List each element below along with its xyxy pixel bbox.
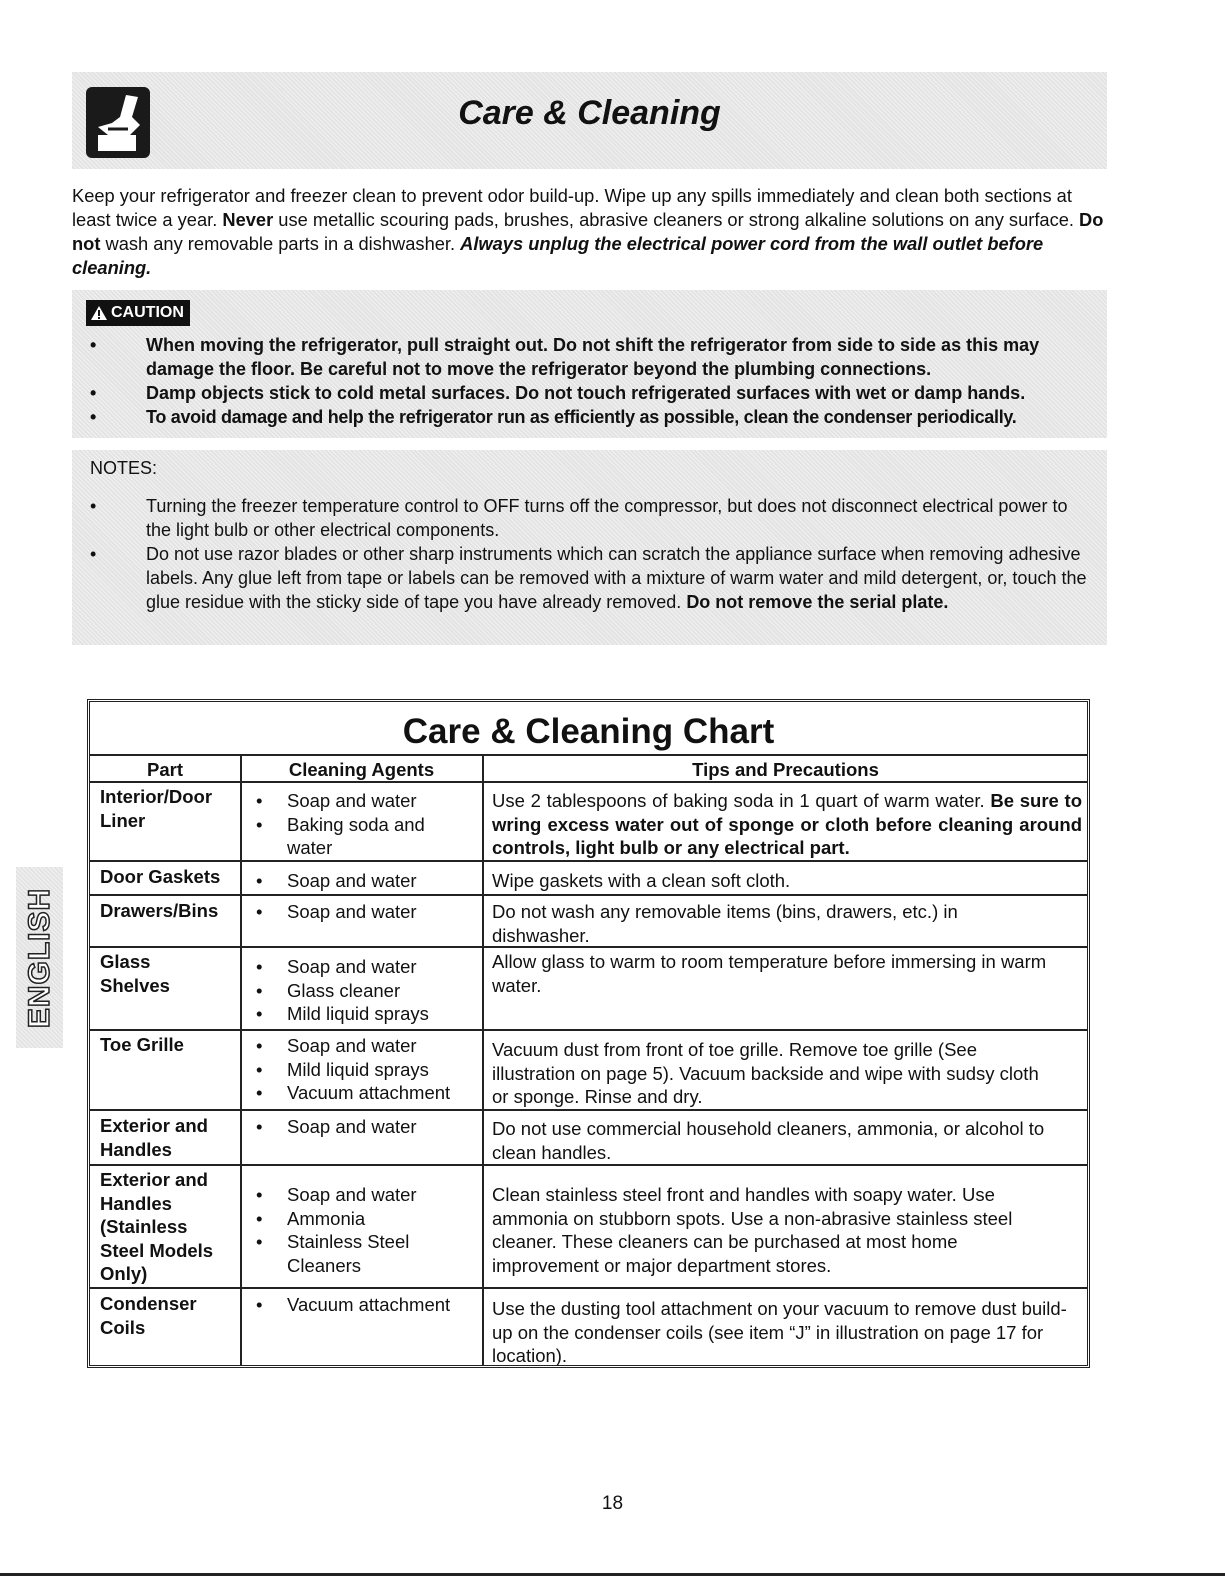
- table-row-part: Toe Grille: [100, 1034, 184, 1055]
- table-row-part: Interior/Door Liner: [100, 786, 213, 831]
- table-row-part: Exterior and Handles (Stainless Steel Models Only): [100, 1169, 214, 1284]
- chart-title: Care & Cleaning Chart: [402, 712, 775, 751]
- caution-badge: CAUTION: [86, 300, 190, 326]
- column-header-cleaning-agents: Cleaning Agents: [288, 759, 435, 780]
- table-row-part: Drawers/Bins: [100, 900, 219, 921]
- language-tab-label: ENGLISH: [22, 887, 56, 1028]
- table-row-agents: • Soap and water • Ammonia • Stainless Steel Cleaners: [244, 1183, 474, 1277]
- table-row-part: Door Gaskets: [100, 866, 221, 887]
- table-row-tip: Do not wash any removable items (bins, drawers, etc.) in dishwasher.: [492, 901, 958, 946]
- warning-triangle-icon: [90, 305, 108, 321]
- page-title: Care & Cleaning: [458, 94, 721, 132]
- intro-paragraph: Keep your refrigerator and freezer clean to prevent odor build-up. Wipe up any spills immediately and clean both sections at least twice a year. Never use metallic scouring pads, brushes, abrasive cleaners or strong alkaline solutions on any surface. Do not wash any removable parts in a dishwasher. Always unplug the electrical power cord from the wall outlet before cleaning.: [72, 185, 1104, 278]
- table-row-agents: • Soap and water: [244, 1115, 474, 1139]
- table-row-tip: Clean stainless steel front and handles with soapy water. Use ammonia on stubborn spots. Use a non-abrasive stainless steel cleaner. These cleaners can be purchased at most home improvement or major department stores.: [492, 1184, 1013, 1276]
- header-banner: [72, 72, 1107, 169]
- column-header-tips: Tips and Precautions: [692, 759, 879, 780]
- page-number: 18: [601, 1493, 624, 1514]
- table-row-tip: Vacuum dust from front of toe grille. Remove toe grille (See illustration on page 5). Vacuum backside and wipe with sudsy cloth or sponge. Rinse and dry.: [492, 1039, 1039, 1107]
- table-row-tip: Wipe gaskets with a clean soft cloth.: [492, 870, 791, 891]
- table-row-part: Exterior and Handles: [100, 1115, 208, 1160]
- care-cleaning-chart: [87, 699, 1090, 1368]
- table-row-part: Condenser Coils: [100, 1293, 197, 1338]
- table-row-tip: Use 2 tablespoons of baking soda in 1 quart of warm water. Be sure to wring excess water out of sponge or cloth before cleaning around controls, light bulb or any electrical part.: [492, 790, 1082, 858]
- table-row-agents: • Soap and water • Mild liquid sprays • Vacuum attachment: [244, 1034, 474, 1105]
- notes-title: NOTES:: [90, 458, 158, 478]
- notes-box: NOTES: • Turning the freezer temperature control to OFF turns off the compressor, but does not disconnect electrical power to the light bulb or other electrical components. • Do not use razor blades or other sharp instruments which can scratch the appliance surface when removing adhesive labels. Any glue left from tape or labels can be removed with a mixture of warm water and mild detergent, or, touch the glue residue with the sticky side of tape you have already removed. Do not remove the serial plate.: [72, 450, 1107, 645]
- table-row-agents: • Soap and water: [244, 900, 474, 924]
- table-row-agents: • Soap and water: [244, 869, 474, 893]
- table-row-tip: Do not use commercial household cleaners, ammonia, or alcohol to clean handles.: [492, 1118, 1045, 1163]
- table-row-agents: • Soap and water • Baking soda and water: [244, 789, 474, 860]
- column-header-part: Part: [147, 759, 183, 780]
- caution-box: CAUTION • When moving the refrigerator, pull straight out. Do not shift the refrigerator from side to side as this may damage the floor. Be careful not to move the refrigerator beyond the plumbing connections. • Damp objects stick to cold metal surfaces. Do not touch refrigerated surfaces with wet or damp hands. • To avoid damage and help the refrigerator run as efficiently as possible, clean the condenser periodically.: [72, 290, 1107, 438]
- table-row-agents: • Soap and water • Glass cleaner • Mild liquid sprays: [244, 955, 474, 1026]
- table-row-tip: Use the dusting tool attachment on your vacuum to remove dust build-up on the condenser coils (see item “J” in illustration on page 17 for location).: [492, 1298, 1067, 1366]
- page-bottom-rule: [0, 1573, 1225, 1576]
- language-tab: [16, 867, 63, 1048]
- table-row-agents: • Vacuum attachment: [244, 1293, 474, 1317]
- table-row-part: Glass Shelves: [100, 951, 170, 996]
- table-row-tip: Allow glass to warm to room temperature before immersing in warm water.: [492, 951, 1047, 996]
